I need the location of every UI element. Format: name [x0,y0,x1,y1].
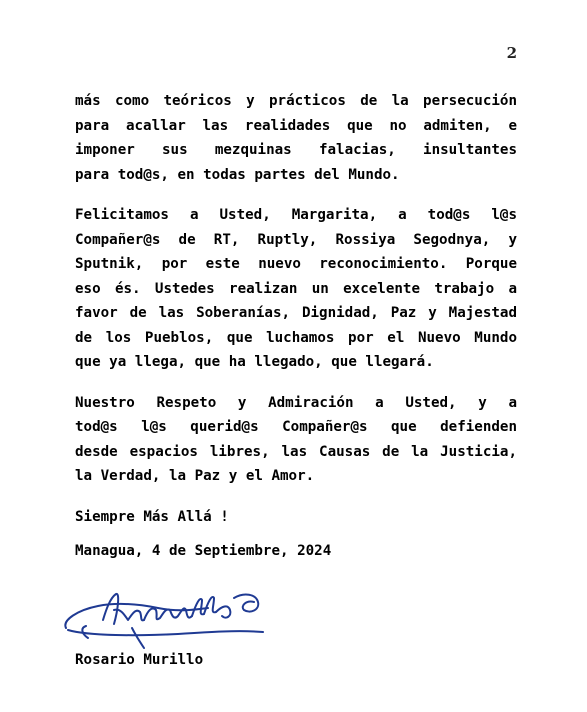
closing-line: Siempre Más Allá ! [75,508,229,525]
page-number: 2 [506,44,517,62]
text-line: para acallar las realidades que no admiten, e [75,117,517,134]
text-line: favor de las Soberanías, Dignidad, Paz y Majestad [75,305,517,321]
text-line: Compañer@s de RT, Ruptly, Rossiya Segodnya, y [75,231,517,248]
signer-name: Rosario Murillo [75,652,204,668]
place-date: Managua, 4 de Septiembre, 2024 [75,543,332,559]
text-line: que ya llega, que ha llegado, que llegará. [75,354,434,370]
text-line: eso és. Ustedes realizan un excelente trabajo a [75,280,517,297]
text-line: tod@s l@s querid@s Compañer@s que defienden [75,419,517,435]
text-line: para tod@s, en todas partes del Mundo. [75,166,400,183]
text-line: Nuestro Respeto y Admiración a Usted, y a [75,394,517,411]
paragraph-3 [75,391,517,489]
paragraph-1 [75,89,517,187]
paragraph-2 [75,203,517,375]
text-line: más como teóricos y prácticos de la persecución [75,93,517,109]
text-line: la Verdad, la Paz y el Amor. [75,468,315,484]
text-line: desde espacios libres, las Causas de la Justicia, [75,443,517,460]
text-line: de los Pueblos, que luchamos por el Nuevo Mundo [75,329,517,346]
handwritten-signature [58,580,273,655]
text-line: Sputnik, por este nuevo reconocimiento. Porque [75,256,517,272]
text-line: Felicitamos a Usted, Margarita, a tod@s l@s [75,207,517,223]
letter-body [75,89,517,574]
text-line: imponer sus mezquinas falacias, insultantes [75,142,517,158]
